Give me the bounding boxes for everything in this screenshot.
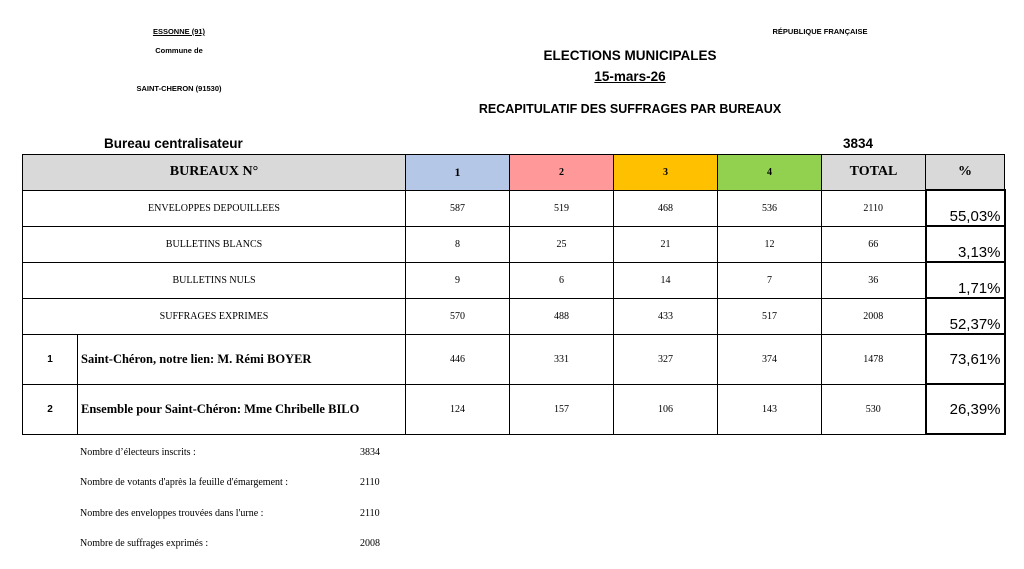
- candidate-index: 2: [23, 384, 78, 434]
- election-date: 15-mars-26: [594, 69, 666, 84]
- table-row: [23, 298, 1005, 334]
- commune-label: Commune de: [155, 46, 203, 55]
- row-value: 519: [510, 190, 614, 226]
- header-bureau-1: 1: [406, 155, 510, 191]
- row-value: 570: [406, 298, 510, 334]
- candidate-list-name: Saint-Chéron, notre lien: M. Rémi BOYER: [78, 334, 406, 384]
- candidate-value: 446: [406, 334, 510, 384]
- row-value: 14: [614, 262, 718, 298]
- candidate-percent: 73,61%: [926, 334, 1005, 384]
- election-title: ELECTIONS MUNICIPALES: [543, 48, 717, 63]
- table-row: [23, 190, 1005, 226]
- candidate-value: 124: [406, 384, 510, 434]
- row-label: BULLETINS BLANCS: [23, 226, 406, 262]
- row-label: SUFFRAGES EXPRIMES: [23, 298, 406, 334]
- row-value: 6: [510, 262, 614, 298]
- candidate-total: 1478: [822, 334, 926, 384]
- candidate-value: 106: [614, 384, 718, 434]
- row-value: 9: [406, 262, 510, 298]
- footer-value-exprimes: 2008: [360, 538, 380, 549]
- candidate-total: 530: [822, 384, 926, 434]
- row-value: 488: [510, 298, 614, 334]
- header-bureaux: BUREAUX N°: [23, 155, 406, 191]
- bureau-centralisateur-label: Bureau centralisateur: [104, 136, 243, 151]
- header-percent: %: [926, 155, 1005, 191]
- candidate-row: [23, 384, 1005, 434]
- row-percent: 1,71%: [926, 262, 1005, 298]
- candidate-value: 331: [510, 334, 614, 384]
- candidate-list-name: Ensemble pour Saint-Chéron: Mme Chribelle BILO: [78, 384, 406, 434]
- row-label: ENVELOPPES DEPOUILLEES: [23, 190, 406, 226]
- candidate-row: [23, 334, 1005, 384]
- results-table: [22, 154, 1006, 435]
- candidate-value: 374: [718, 334, 822, 384]
- candidate-value: 157: [510, 384, 614, 434]
- table-header-row: [23, 155, 1005, 191]
- footer-label-enveloppes: Nombre des enveloppes trouvées dans l'urne :: [80, 508, 264, 519]
- row-value: 8: [406, 226, 510, 262]
- footer-label-votants: Nombre de votants d'après la feuille d'émargement :: [80, 477, 289, 488]
- commune-name: SAINT-CHERON (91530): [136, 84, 222, 93]
- republic-label: RÉPUBLIQUE FRANÇAISE: [772, 27, 868, 36]
- footer-value-votants: 2110: [360, 477, 380, 488]
- header-bureau-3: 3: [614, 155, 718, 191]
- row-value: 12: [718, 226, 822, 262]
- row-value: 7: [718, 262, 822, 298]
- row-value: 433: [614, 298, 718, 334]
- row-value: 517: [718, 298, 822, 334]
- table-row: [23, 262, 1005, 298]
- row-total: 66: [822, 226, 926, 262]
- row-value: 587: [406, 190, 510, 226]
- row-percent: 3,13%: [926, 226, 1005, 262]
- candidate-value: 327: [614, 334, 718, 384]
- footer-label-inscrits: Nombre d’électeurs inscrits :: [80, 447, 196, 458]
- department-label: ESSONNE (91): [152, 27, 206, 36]
- row-value: 536: [718, 190, 822, 226]
- bureau-centralisateur-value: 3834: [843, 136, 874, 151]
- row-percent: 55,03%: [926, 190, 1005, 226]
- header-bureau-4: 4: [718, 155, 822, 191]
- candidate-index: 1: [23, 334, 78, 384]
- row-value: 25: [510, 226, 614, 262]
- row-total: 2008: [822, 298, 926, 334]
- row-value: 468: [614, 190, 718, 226]
- row-total: 36: [822, 262, 926, 298]
- row-percent: 52,37%: [926, 298, 1005, 334]
- candidate-percent: 26,39%: [926, 384, 1005, 434]
- table-row: [23, 226, 1005, 262]
- row-value: 21: [614, 226, 718, 262]
- footer-value-inscrits: 3834: [360, 447, 380, 458]
- candidate-value: 143: [718, 384, 822, 434]
- footer-value-enveloppes: 2110: [360, 508, 380, 519]
- row-label: BULLETINS NULS: [23, 262, 406, 298]
- header-bureau-2: 2: [510, 155, 614, 191]
- header-total: TOTAL: [822, 155, 926, 191]
- recap-subtitle: RECAPITULATIF DES SUFFRAGES PAR BUREAUX: [478, 102, 782, 116]
- row-total: 2110: [822, 190, 926, 226]
- footer-label-exprimes: Nombre de suffrages exprimés :: [80, 538, 209, 549]
